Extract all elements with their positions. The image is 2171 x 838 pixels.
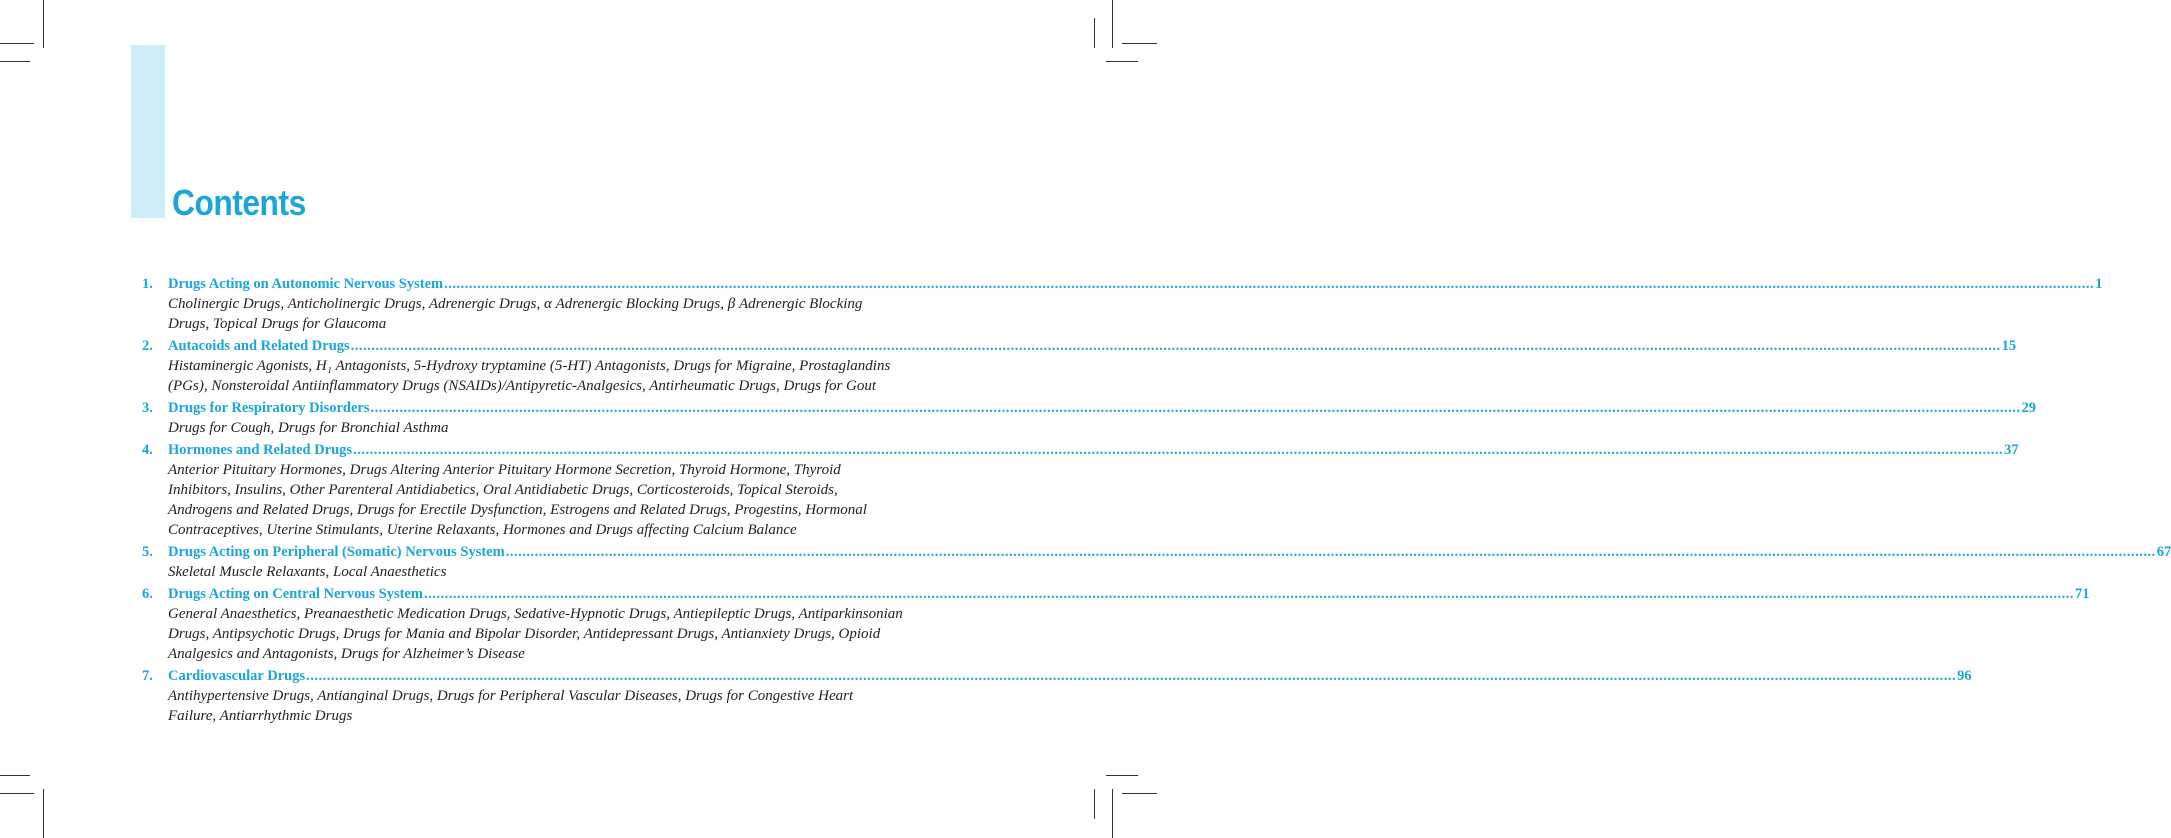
- toc-entry: [142, 666, 1972, 728]
- toc-entry: [142, 336, 2017, 398]
- crop-mark: [1112, 0, 1113, 48]
- page-title: Contents: [172, 182, 306, 223]
- chapter-topics-line: Drugs, Antipsychotic Drugs, Drugs for Mania and Bipolar Disorder, Antidepressant Drugs, Antianxiety Drugs, Opioid: [168, 626, 881, 642]
- crop-mark: [0, 61, 30, 62]
- crop-mark: [1112, 789, 1113, 838]
- chapter-number: 5.: [142, 544, 153, 560]
- chapter-title: Drugs Acting on Central Nervous System: [168, 586, 423, 602]
- crop-mark: [1094, 18, 1095, 48]
- page-number: 15: [2001, 338, 2017, 354]
- crop-mark: [1094, 789, 1095, 819]
- toc-heading-link[interactable]: [142, 398, 2036, 418]
- chapter-title: Cardiovascular Drugs: [168, 668, 306, 684]
- dot-leader: ................................................................................................................................................................................................................................................................................................................................................................................................................: [353, 442, 2004, 458]
- chapter-number: 3.: [142, 400, 153, 416]
- crop-mark: [1122, 43, 1157, 44]
- chapter-topics-line: Androgens and Related Drugs, Drugs for Erectile Dysfunction, Estrogens and Related Drugs, Progestins, Hormonal: [168, 502, 867, 518]
- chapter-topics-line: Histaminergic Agonists, H₁ Antagonists, 5-Hydroxy tryptamine (5-HT) Antagonists, Drugs for Migraine, Prostaglandins: [168, 358, 891, 374]
- toc-heading-link[interactable]: [142, 666, 1972, 686]
- toc-heading-link[interactable]: [142, 336, 2017, 356]
- crop-mark: [0, 793, 34, 794]
- dot-leader: ................................................................................................................................................................................................................................................................................................................................................................................................................: [350, 338, 2001, 354]
- chapter-topics-line: Skeletal Muscle Relaxants, Local Anaesthetics: [168, 564, 447, 580]
- chapter-title: Autacoids and Related Drugs: [168, 338, 350, 354]
- chapter-topics-line: Antihypertensive Drugs, Antianginal Drugs, Drugs for Peripheral Vascular Diseases, Drugs for Congestive Heart: [168, 688, 854, 704]
- chapter-title: Drugs for Respiratory Disorders: [168, 400, 370, 416]
- dot-leader: ................................................................................................................................................................................................................................................................................................................................................................................................................: [423, 586, 2074, 602]
- toc-entry: [142, 398, 2036, 440]
- dot-leader: ................................................................................................................................................................................................................................................................................................................................................................................................................: [505, 544, 2156, 560]
- toc-heading-link[interactable]: [142, 542, 2171, 562]
- toc-entry: [142, 440, 2019, 542]
- page-number: 96: [1957, 668, 1972, 684]
- crop-mark: [43, 0, 44, 48]
- crop-mark: [1106, 775, 1138, 776]
- page-number: 37: [2004, 442, 2019, 458]
- entry-spacer: [142, 726, 1002, 728]
- chapter-number: 4.: [142, 442, 153, 458]
- chapter-topics-line: Anterior Pituitary Hormones, Drugs Altering Anterior Pituitary Hormone Secretion, Thyroid Hormone, Thyroid: [168, 462, 841, 478]
- chapter-topics-line: (PGs), Nonsteroidal Antiinflammatory Drugs (NSAIDs)/Antipyretic-Analgesics, Antirheumatic Drugs, Drugs for Gout: [168, 378, 877, 394]
- toc-entry: [142, 274, 2103, 336]
- toc-heading-link[interactable]: [142, 584, 2090, 604]
- chapter-topics-line: Contraceptives, Uterine Stimulants, Uterine Relaxants, Hormones and Drugs affecting Calcium Balance: [168, 522, 797, 538]
- crop-mark: [1122, 793, 1157, 794]
- page-number: 29: [2021, 400, 2036, 416]
- chapter-title: Drugs Acting on Peripheral (Somatic) Nervous System: [168, 544, 505, 560]
- crop-mark: [1106, 61, 1138, 62]
- crop-mark: [0, 43, 34, 44]
- crop-mark: [0, 775, 30, 776]
- chapter-topics-line: General Anaesthetics, Preanaesthetic Medication Drugs, Sedative-Hypnotic Drugs, Antiepileptic Drugs, Antiparkinsonian: [168, 606, 903, 622]
- chapter-topics-line: Drugs for Cough, Drugs for Bronchial Asthma: [168, 420, 449, 436]
- chapter-topics-line: Drugs, Topical Drugs for Glaucoma: [168, 316, 387, 332]
- chapter-topics-line: Analgesics and Antagonists, Drugs for Alzheimer’s Disease: [168, 646, 525, 662]
- chapter-topics-line: Inhibitors, Insulins, Other Parenteral Antidiabetics, Oral Antidiabetic Drugs, Corticosteroids, Topical Steroids,: [168, 482, 838, 498]
- toc-entry: [142, 542, 2171, 584]
- dot-leader: ................................................................................................................................................................................................................................................................................................................................................................................................................: [306, 668, 1957, 684]
- chapter-title: Drugs Acting on Autonomic Nervous System: [168, 276, 444, 292]
- chapter-number: 1.: [142, 276, 153, 292]
- page-number: 1: [2095, 276, 2103, 292]
- chapter-topics-line: Failure, Antiarrhythmic Drugs: [168, 708, 353, 724]
- chapter-title: Hormones and Related Drugs: [168, 442, 353, 458]
- toc-entry: [142, 584, 2090, 666]
- toc-heading-link[interactable]: [142, 440, 2019, 460]
- chapter-number: 6.: [142, 586, 153, 602]
- dot-leader: ................................................................................................................................................................................................................................................................................................................................................................................................................: [370, 400, 2021, 416]
- accent-bar: [131, 45, 165, 218]
- chapter-topics-line: Cholinergic Drugs, Anticholinergic Drugs, Adrenergic Drugs, α Adrenergic Blocking Drugs, β Adrenergic Blocking: [168, 296, 863, 312]
- page-number: 71: [2074, 586, 2090, 602]
- dot-leader: ................................................................................................................................................................................................................................................................................................................................................................................................................: [444, 276, 2095, 292]
- chapter-number: 2.: [142, 338, 153, 354]
- chapter-number: 7.: [142, 668, 153, 684]
- page-number: 67: [2156, 544, 2171, 560]
- toc-heading-link[interactable]: [142, 274, 2103, 294]
- crop-mark: [43, 789, 44, 838]
- table-of-contents: [142, 274, 2171, 728]
